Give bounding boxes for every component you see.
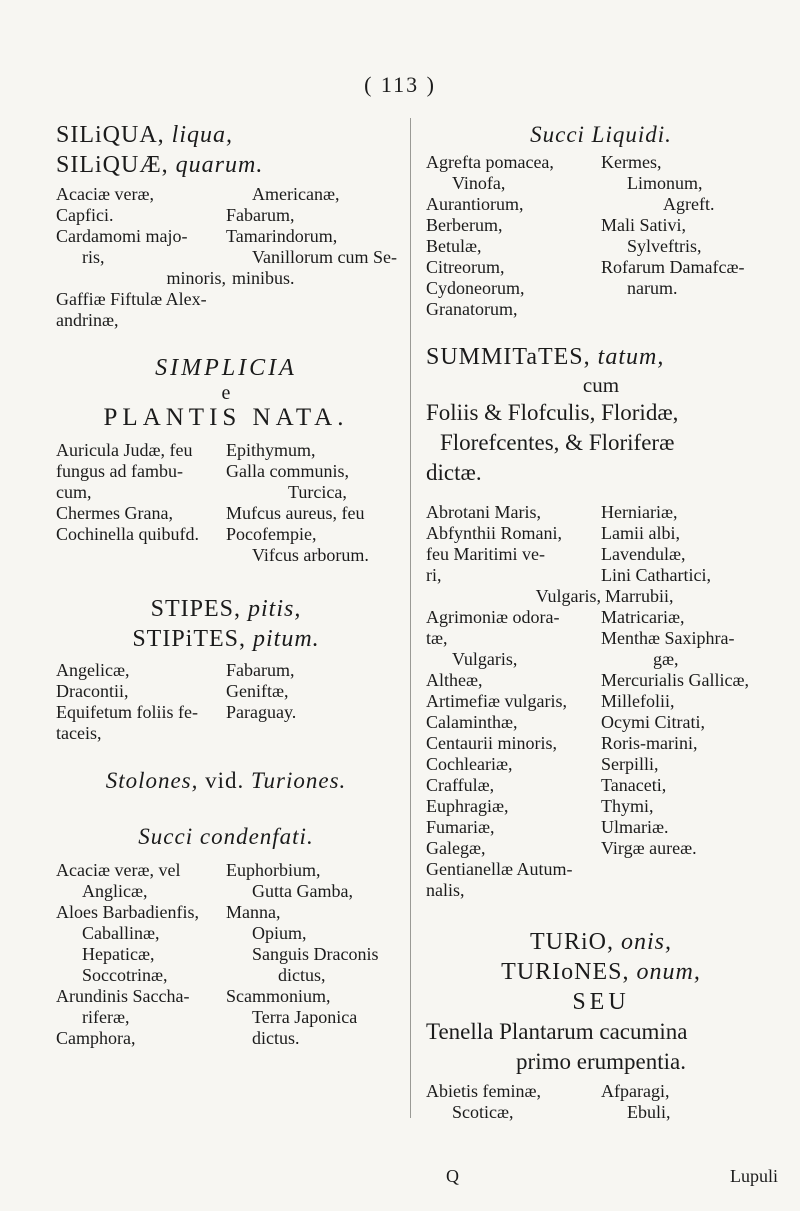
heading-caps: SILiQUÆ, <box>56 152 176 178</box>
siliqua-list <box>56 184 396 331</box>
list-row <box>426 152 776 173</box>
list-item: Terra Japonica <box>252 1007 358 1027</box>
list-item: Manna, <box>226 902 281 922</box>
list-row <box>426 299 776 320</box>
list-row <box>426 586 776 607</box>
list-item: Matricariæ, <box>601 607 685 627</box>
list-item: Afparagi, <box>601 1081 670 1101</box>
list-row <box>426 523 776 544</box>
list-row <box>426 754 776 775</box>
list-item: Caballinæ, <box>82 923 160 943</box>
summitates-line-3: Foliis & Flofculis, Floridæ, <box>426 400 679 425</box>
turio-heading-singular <box>426 927 776 957</box>
list-item: Vulgaris, <box>452 649 518 669</box>
list-row <box>56 723 396 744</box>
heading-ending: liqua, <box>171 122 234 148</box>
list-item: taceis, <box>56 723 102 743</box>
list-item: nalis, <box>426 880 465 900</box>
list-item: Geniftæ, <box>226 681 289 701</box>
list-item: Abietis feminæ, <box>426 1081 541 1101</box>
list-item: Artimefiæ vulgaris, <box>426 691 567 711</box>
list-item: narum. <box>627 278 678 298</box>
list-item: Ebuli, <box>627 1102 671 1122</box>
list-item: Arundinis Saccha- <box>56 986 190 1006</box>
list-row <box>56 881 396 902</box>
list-row <box>56 902 396 923</box>
list-row <box>56 545 396 566</box>
list-item: Paraguay. <box>226 702 297 722</box>
list-item: Serpilli, <box>601 754 659 774</box>
list-item: Anglicæ, <box>82 881 148 901</box>
list-item: minoris, <box>166 268 226 288</box>
list-item: Cochinella quibufd. <box>56 524 199 544</box>
list-row <box>56 702 396 723</box>
list-item: Calaminthæ, <box>426 712 518 732</box>
list-item: Vulgaris, <box>535 586 601 606</box>
list-item: Dracontii, <box>56 681 129 701</box>
list-item: Scoticæ, <box>452 1102 514 1122</box>
list-item: Vifcus arborum. <box>252 545 369 565</box>
list-item: tæ, <box>426 628 448 648</box>
list-item: Gaffiæ Fiftulæ Alex- <box>56 289 207 309</box>
stipes-list <box>56 660 396 744</box>
list-item: Fabarum, <box>226 205 295 225</box>
list-item <box>601 859 776 880</box>
list-item: ri, <box>426 565 442 585</box>
list-item: Craffulæ, <box>426 775 495 795</box>
list-item: Gutta Gamba, <box>252 881 353 901</box>
list-row <box>426 1102 776 1123</box>
list-item: Ocymi Citrati, <box>601 712 705 732</box>
list-item: dictus, <box>278 965 326 985</box>
list-item <box>226 310 396 331</box>
list-item: Citreorum, <box>426 257 505 277</box>
stipes-heading-singular <box>56 594 396 624</box>
list-item: Vanillorum cum Se- <box>252 247 397 267</box>
heading-ending: onis, <box>620 929 672 955</box>
list-item: Fumariæ, <box>426 817 495 837</box>
list-row <box>56 310 396 331</box>
list-item: Thymi, <box>601 796 654 816</box>
list-item: Agrefta pomacea, <box>426 152 554 172</box>
list-row <box>56 923 396 944</box>
list-item: Agrimoniæ odora- <box>426 607 560 627</box>
succi-condensati-list <box>56 860 396 1049</box>
list-item: Lini Cathartici, <box>601 565 711 585</box>
list-item <box>601 299 776 320</box>
list-item: Marrubii, <box>605 586 674 606</box>
list-item: Cochleariæ, <box>426 754 513 774</box>
list-item: Galegæ, <box>426 838 486 858</box>
list-item: Sanguis Draconis <box>252 944 379 964</box>
list-row <box>426 859 776 880</box>
list-row <box>56 524 396 545</box>
list-row <box>56 1007 396 1028</box>
list-row <box>426 257 776 278</box>
list-item: Mercurialis Gallicæ, <box>601 670 749 690</box>
list-row <box>56 226 396 247</box>
list-item: Camphora, <box>56 1028 136 1048</box>
heading-caps: SUMMITaTES, <box>426 344 598 370</box>
list-row <box>56 1028 396 1049</box>
list-item: Scammonium, <box>226 986 331 1006</box>
list-row <box>426 173 776 194</box>
list-item: Centaurii minoris, <box>426 733 557 753</box>
list-item <box>56 545 226 566</box>
list-item: Auricula Judæ, feu <box>56 440 193 460</box>
list-item: ris, <box>82 247 105 267</box>
list-row <box>56 289 396 310</box>
list-row <box>426 628 776 649</box>
list-item: Turcica, <box>288 482 347 502</box>
list-row <box>56 440 396 461</box>
list-row <box>426 502 776 523</box>
list-item: andrinæ, <box>56 310 119 330</box>
list-item: dictus. <box>252 1028 300 1048</box>
list-item: Aurantiorum, <box>426 194 524 214</box>
list-item: Americanæ, <box>252 184 340 204</box>
list-item: Acaciæ veræ, <box>56 184 154 204</box>
list-item: Limonum, <box>627 173 703 193</box>
list-item: Kermes, <box>601 152 662 172</box>
list-item: Berberum, <box>426 215 503 235</box>
heading-ending: quarum. <box>175 152 264 178</box>
list-row <box>56 986 396 1007</box>
turio-list <box>426 1081 776 1123</box>
simplicia-list <box>56 440 396 566</box>
list-row <box>426 607 776 628</box>
summitates-list <box>426 502 776 901</box>
list-item: Acaciæ veræ, vel <box>56 860 181 880</box>
list-row <box>56 681 396 702</box>
turio-line-5: primo erumpentia. <box>516 1049 686 1074</box>
signature-mark: Q <box>446 1166 459 1186</box>
list-item: Herniariæ, <box>601 502 678 522</box>
list-item: Lamii albi, <box>601 523 680 543</box>
list-item <box>226 723 396 744</box>
succi-condensati-title: Succi condenfati. <box>138 824 314 849</box>
stolones-word: Stolones, <box>105 768 199 793</box>
list-row <box>56 461 396 482</box>
list-row <box>56 944 396 965</box>
list-item: Tamarindorum, <box>226 226 338 246</box>
summitates-cum: cum <box>582 373 620 397</box>
list-item: Rofarum Damafcæ- <box>601 257 745 277</box>
list-item: Abrotani Maris, <box>426 502 541 522</box>
simplicia-e: e <box>221 382 231 404</box>
list-row <box>56 965 396 986</box>
turiones-reference: Turiones. <box>251 768 347 793</box>
heading-caps: STIPES, <box>150 596 248 622</box>
list-row <box>56 268 396 289</box>
list-item: Galla communis, <box>226 461 349 481</box>
list-item: Altheæ, <box>426 670 483 690</box>
list-item: Soccotrinæ, <box>82 965 168 985</box>
heading-ending: tatum, <box>597 344 665 370</box>
left-column <box>56 120 396 1049</box>
list-item: Tanaceti, <box>601 775 667 795</box>
list-row <box>426 712 776 733</box>
list-item: Granatorum, <box>426 299 518 319</box>
list-row <box>426 236 776 257</box>
list-item: Capfici. <box>56 205 114 225</box>
list-item: Virgæ aureæ. <box>601 838 697 858</box>
list-row <box>56 247 396 268</box>
list-item: Fabarum, <box>226 660 295 680</box>
list-item: Hepaticæ, <box>82 944 155 964</box>
list-row <box>426 796 776 817</box>
stolones-cross-reference <box>56 766 396 796</box>
list-row <box>56 660 396 681</box>
list-item: Ulmariæ. <box>601 817 669 837</box>
list-row <box>426 817 776 838</box>
heading-caps: TURiO, <box>529 929 621 955</box>
list-row <box>426 278 776 299</box>
stipes-heading-plural <box>56 624 396 654</box>
list-row <box>426 670 776 691</box>
catchword: Lupuli <box>730 1166 778 1186</box>
list-item: Euphorbium, <box>226 860 321 880</box>
list-item: Mali Sativi, <box>601 215 686 235</box>
list-item: minibus. <box>232 268 295 288</box>
list-item: fungus ad fambu- <box>56 461 183 481</box>
list-item: Opium, <box>252 923 307 943</box>
list-row <box>426 691 776 712</box>
list-item: feu Maritimi ve- <box>426 544 545 564</box>
list-row <box>426 838 776 859</box>
list-row <box>56 482 396 503</box>
list-row <box>426 194 776 215</box>
heading-ending: pitis, <box>248 596 302 622</box>
list-item: gæ, <box>653 649 679 669</box>
list-item: Agreft. <box>663 194 715 214</box>
succi-liquidi-list <box>426 152 776 320</box>
list-row <box>56 184 396 205</box>
list-row <box>426 215 776 236</box>
turio-seu: SEU <box>572 989 630 1015</box>
list-item: Millefolii, <box>601 691 675 711</box>
summitates-line-5: dictæ. <box>426 460 482 485</box>
list-item: Roris-marini, <box>601 733 698 753</box>
list-item: Mufcus aureus, feu <box>226 503 365 523</box>
list-item: Vinofa, <box>452 173 506 193</box>
list-item: riferæ, <box>82 1007 130 1027</box>
list-item: Epithymum, <box>226 440 316 460</box>
list-row <box>426 565 776 586</box>
plantis-nata-title: PLANTIS NATA. <box>103 404 349 431</box>
summitates-heading <box>426 342 776 372</box>
siliqua-heading-singular <box>56 120 396 150</box>
summitates-line-4: Florefcentes, & Floriferæ <box>440 430 675 455</box>
list-item: cum, <box>56 482 92 502</box>
list-row <box>426 649 776 670</box>
turio-line-4: Tenella Plantarum cacumina <box>426 1019 688 1044</box>
list-item: Gentianellæ Autum- <box>426 859 573 879</box>
list-row <box>56 860 396 881</box>
list-row <box>426 1081 776 1102</box>
heading-ending: pitum. <box>253 626 320 652</box>
list-row <box>426 733 776 754</box>
heading-caps: SILiQUA, <box>56 122 172 148</box>
succi-liquidi-title: Succi Liquidi. <box>530 122 672 147</box>
list-row <box>426 880 776 901</box>
list-item <box>226 289 396 310</box>
siliqua-heading-plural <box>56 150 396 180</box>
heading-ending: onum, <box>636 959 701 985</box>
list-item: Equifetum foliis fe- <box>56 702 198 722</box>
heading-caps: TURIoNES, <box>501 959 637 985</box>
list-row <box>426 544 776 565</box>
vid-word: vid. <box>198 768 252 793</box>
list-item: Cardamomi majo- <box>56 226 188 246</box>
list-row <box>426 775 776 796</box>
list-item: Aloes Barbadienfis, <box>56 902 199 922</box>
list-item: Abfynthii Romani, <box>426 523 562 543</box>
list-item: Angelicæ, <box>56 660 130 680</box>
list-item: Chermes Grana, <box>56 503 173 523</box>
right-column <box>426 120 776 1123</box>
list-item: Lavendulæ, <box>601 544 686 564</box>
list-item: Euphragiæ, <box>426 796 509 816</box>
list-item: Cydoneorum, <box>426 278 525 298</box>
list-row <box>56 503 396 524</box>
list-item: Menthæ Saxiphra- <box>601 628 735 648</box>
turio-heading-plural <box>426 957 776 987</box>
list-item: Sylveftris, <box>627 236 702 256</box>
page-number: ( 113 ) <box>364 72 436 97</box>
list-item: Betulæ, <box>426 236 482 256</box>
heading-caps: STIPiTES, <box>132 626 253 652</box>
list-row <box>56 205 396 226</box>
simplicia-title: SIMPLICIA <box>155 355 297 381</box>
list-item <box>601 880 776 901</box>
list-item: Pocofempie, <box>226 524 317 544</box>
